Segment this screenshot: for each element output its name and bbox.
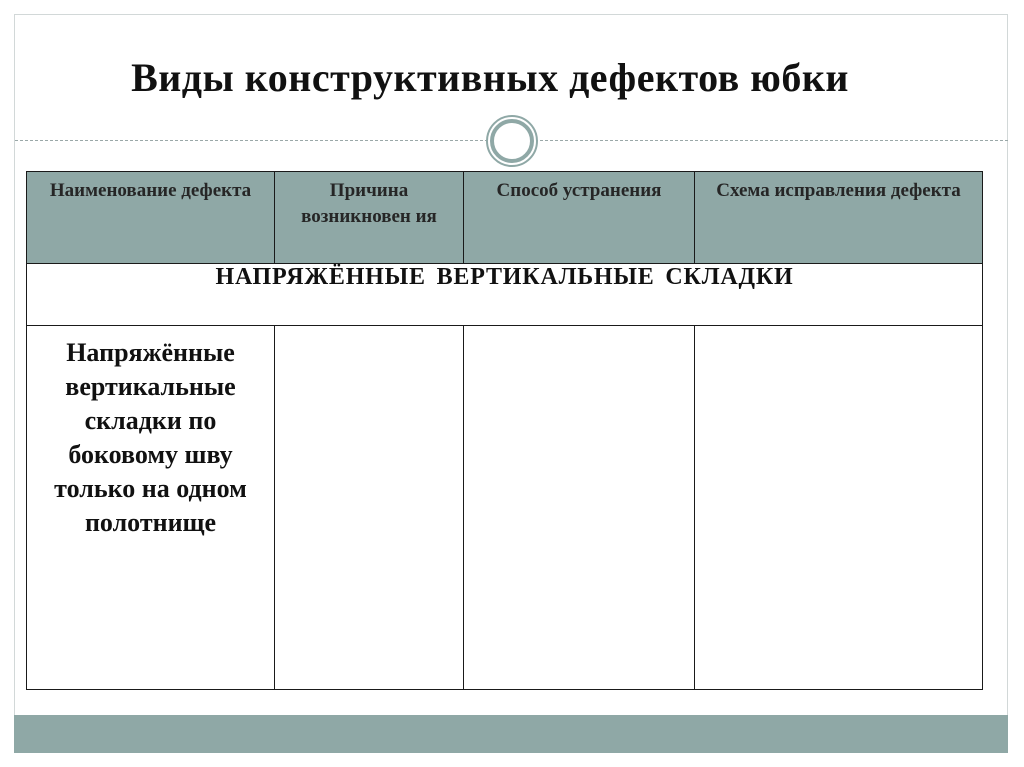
bottom-accent-bar: [14, 715, 1008, 753]
table-row: [27, 326, 983, 690]
header-defect-name: Наименование дефекта: [27, 172, 275, 264]
circle-ornament-icon: [485, 114, 539, 168]
scheme-cell: [695, 326, 983, 690]
table-header-row: [27, 172, 983, 264]
section-title: НАПРЯЖЁННЫЕ ВЕРТИКАЛЬНЫЕ СКЛАДКИ: [27, 264, 983, 326]
slide-title: Виды конструктивных дефектов юбки: [131, 55, 849, 100]
defect-name: Напряжённые вертикальные складки по боковому шву только на одном полотнище: [54, 338, 247, 537]
header-cause: Причина возникновен ия: [275, 172, 464, 264]
defect-name-cell: [27, 326, 275, 690]
defects-table: [26, 171, 983, 690]
header-remedy: Способ устранения: [464, 172, 695, 264]
cause-cell: [275, 326, 464, 690]
remedy-cell: [464, 326, 695, 690]
header-scheme: Схема исправления дефекта: [695, 172, 983, 264]
table-section-row: [27, 264, 983, 326]
